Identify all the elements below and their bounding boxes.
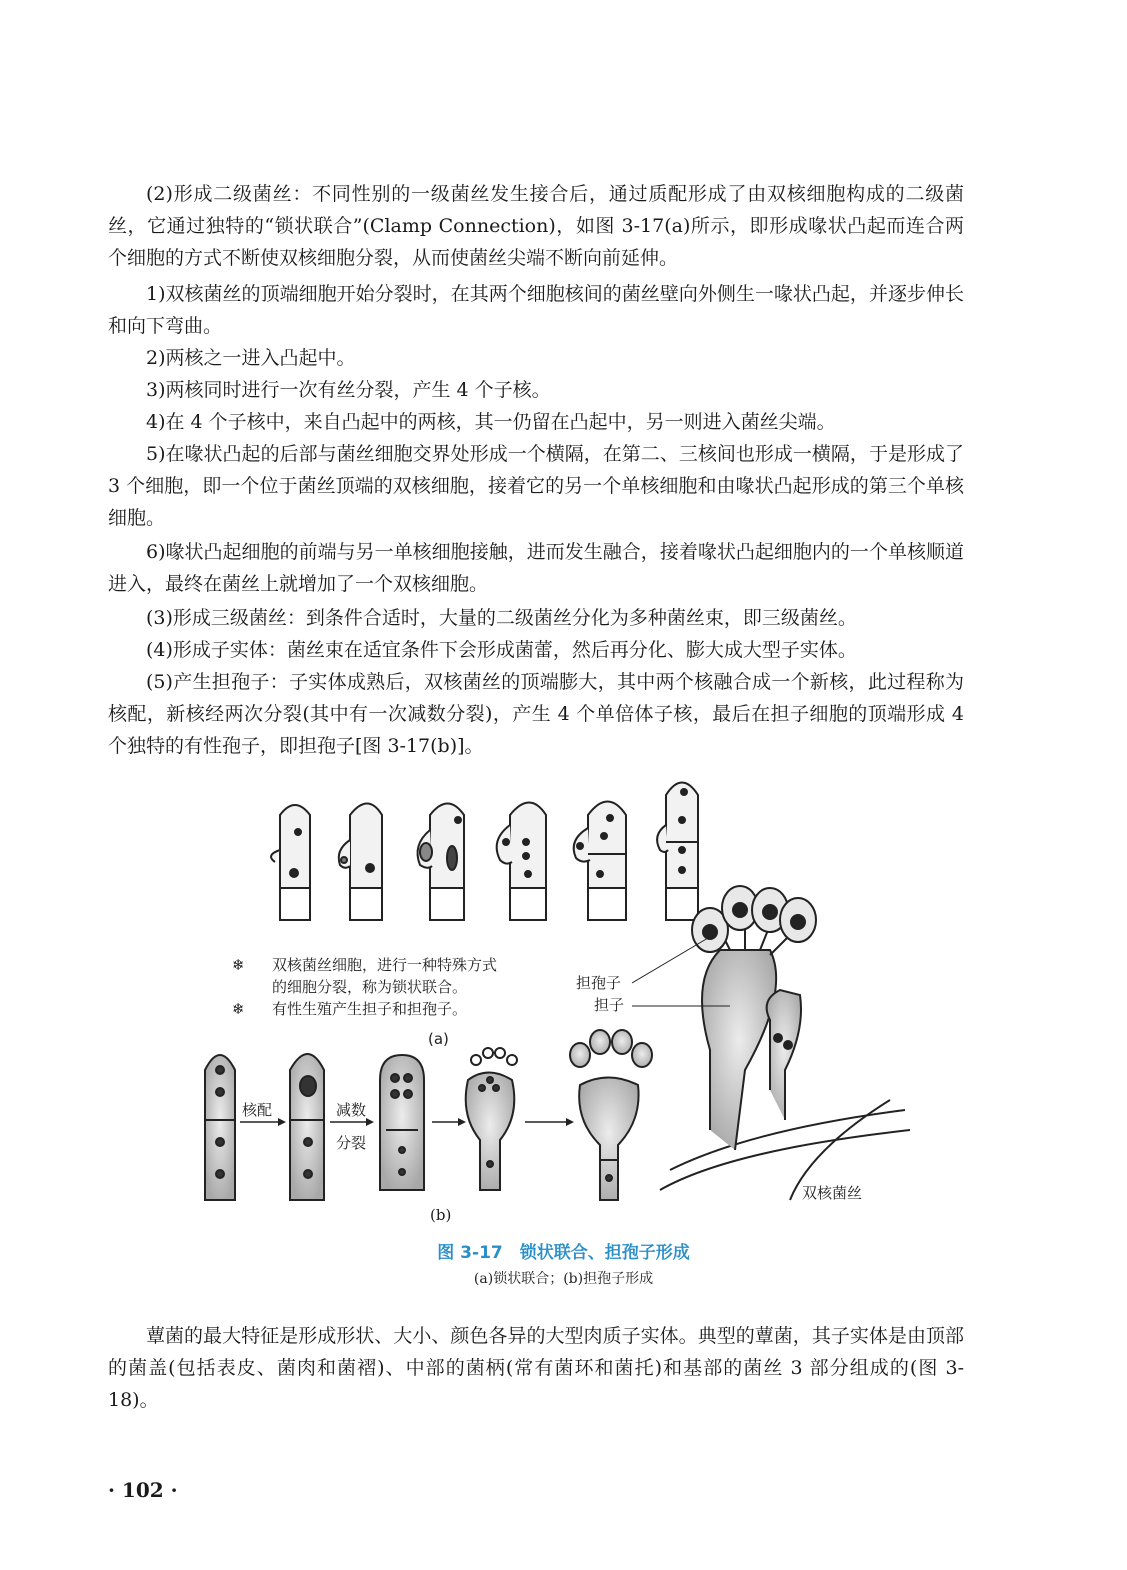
figure-caption-subtitle: (a)锁状联合；(b)担孢子形成 <box>473 1271 654 1287</box>
note-bullet-2: ❄ <box>232 1000 245 1018</box>
arrow-3-head <box>458 1118 466 1126</box>
clamp-stage-4 <box>497 803 546 921</box>
note-line-1: 双核菌丝细胞，进行一种特殊方式 <box>272 956 498 974</box>
basidium-stage-2 <box>290 1054 324 1200</box>
basidium-stage-5 <box>570 1030 652 1200</box>
page-number: · 102 · <box>108 1478 178 1502</box>
paragraph-tertiary-hypha: (3)形成三级菌丝：到条件合适时，大量的二级菌丝分化为多种菌丝束，即三级菌丝。 <box>146 607 857 629</box>
label-karyogamy: 核配 <box>242 1101 273 1119</box>
paragraph-step-4: 4)在 4 个子核中，来自凸起中的两核，其一仍留在凸起中，另一则进入菌丝尖端。 <box>146 411 836 433</box>
arrow-4-head <box>566 1118 574 1126</box>
paragraph-step-5: 5)在喙状凸起的后部与菌丝细胞交界处形成一个横隔，在第二、三核间也形成一横隔，于是形成了 3 个细胞，即一个位于菌丝顶端的双核细胞，接着它的另一个单核细胞和由喙状凸起形成的第三个单核细胞。 <box>108 443 964 529</box>
figure-clamp-connection <box>190 770 910 1210</box>
label-basidiospore: 担孢子 <box>576 974 622 992</box>
note-line-2: 有性生殖产生担子和担孢子。 <box>272 1000 468 1018</box>
paragraph-fruiting-body: (4)形成子实体：菌丝束在适宜条件下会形成菌蕾，然后再分化、膨大成大型子实体。 <box>146 639 857 661</box>
label-dikaryotic-hypha: 双核菌丝 <box>802 1184 863 1202</box>
clamp-stage-5 <box>574 802 626 921</box>
basidium-illustration <box>660 886 910 1200</box>
basidium-stage-3 <box>380 1055 424 1190</box>
label-basidium: 担子 <box>594 996 625 1014</box>
paragraph-step-6: 6)喙状凸起细胞的前端与另一单核细胞接触，进而发生融合，接着喙状凸起细胞内的一个单核顺道进入，最终在菌丝上就增加了一个双核细胞。 <box>108 541 964 595</box>
clamp-stage-1 <box>271 805 310 920</box>
note-line-1b: 的细胞分裂，称为锁状联合。 <box>272 978 468 996</box>
paragraph-step-1: 1)双核菌丝的顶端细胞开始分裂时，在其两个细胞核间的菌丝壁向外侧生一喙状凸起，并逐步伸长和向下弯曲。 <box>108 283 964 337</box>
pointer-basidiospore <box>632 938 708 983</box>
label-b: (b) <box>430 1206 452 1224</box>
basidium-stage-1 <box>205 1055 235 1200</box>
paragraph-step-2: 2)两核之一进入凸起中。 <box>146 347 356 369</box>
label-meiosis-1: 减数 <box>336 1101 367 1119</box>
paragraph-secondary-hypha: (2)形成二级菌丝：不同性别的一级菌丝发生接合后，通过质配形成了由双核细胞构成的二级菌丝，它通过独特的“锁状联合”(Clamp Connection)，如图 3-17(a)所示，即形成喙状凸起而连合两个细胞的方式不断使双核细胞分裂，从而使菌丝尖端不断向前延伸。 <box>108 183 964 269</box>
figure-caption-title: 图 3-17 锁状联合、担孢子形成 <box>437 1243 690 1263</box>
arrow-2-head <box>366 1118 374 1126</box>
paragraph-mushroom: 蕈菌的最大特征是形成形状、大小、颜色各异的大型肉质子实体。典型的蕈菌，其子实体是由顶部的菌盖(包括表皮、菌肉和菌褶)、中部的菌柄(常有菌环和菌托)和基部的菌丝 3 部分组成的(图 3-18)。 <box>108 1325 964 1411</box>
label-a: (a) <box>428 1030 449 1048</box>
note-bullet-1: ❄ <box>232 956 245 974</box>
clamp-stage-6 <box>657 783 698 921</box>
paragraph-basidiospore: (5)产生担孢子：子实体成熟后，双核菌丝的顶端膨大，其中两个核融合成一个新核，此过程称为核配，新核经两次分裂(其中有一次减数分裂)，产生 4 个单倍体子核，最后在担子细胞的顶端形成 4 个独特的有性孢子，即担孢子[图 3-17(b)]。 <box>108 671 964 757</box>
arrow-1-head <box>278 1118 286 1126</box>
paragraph-step-3: 3)两核同时进行一次有丝分裂，产生 4 个子核。 <box>146 379 551 401</box>
label-meiosis-2: 分裂 <box>336 1134 367 1152</box>
basidium-stage-4 <box>466 1048 517 1190</box>
clamp-stage-3 <box>418 804 464 921</box>
clamp-stage-2 <box>339 804 382 921</box>
